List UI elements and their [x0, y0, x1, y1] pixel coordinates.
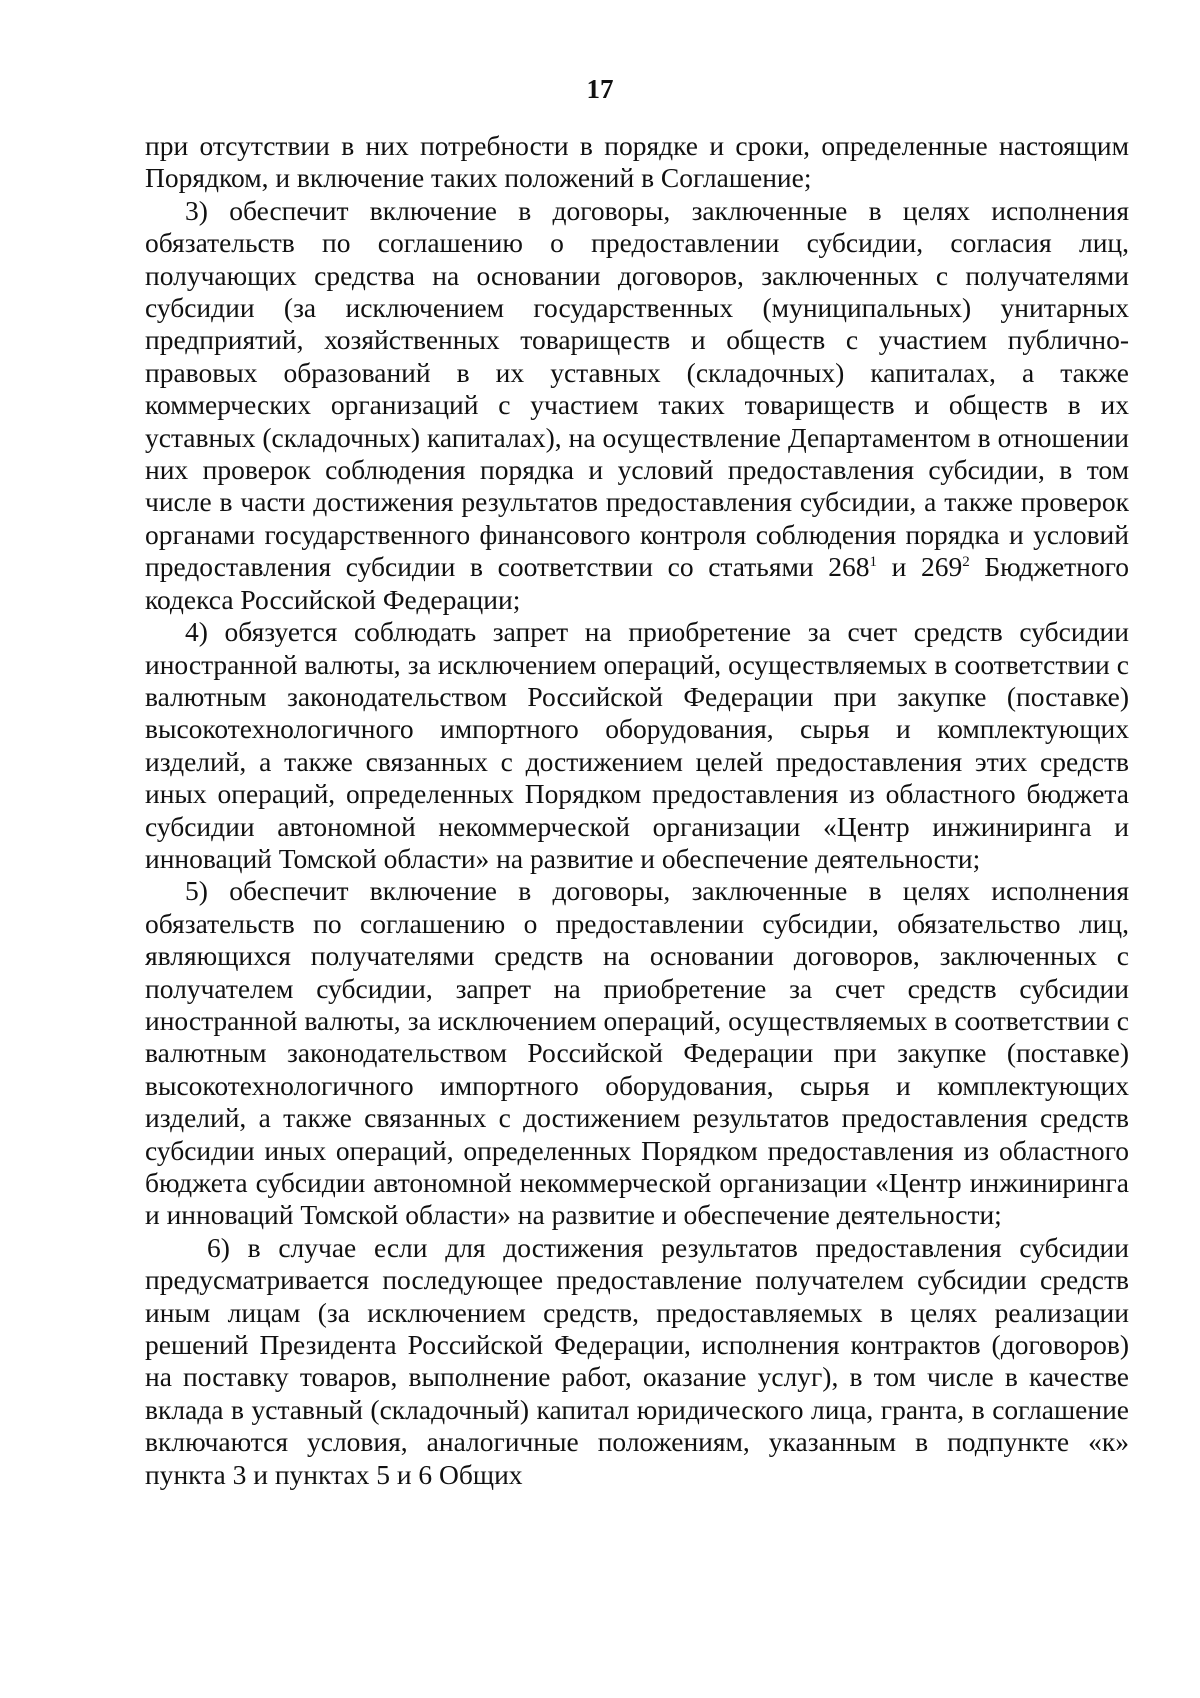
paragraph-continuation: при отсутствии в них потребности в порядке и сроки, определенные настоящим Порядком, и включение таких положений в Соглашение;	[145, 130, 1129, 194]
page-number: 17	[586, 74, 614, 104]
paragraph-item-6: 6) в случае если для достижения результатов предоставления субсидии предусматривается последующее предоставление получателем субсидии средств иным лицам (за исключением средств, предоставляемых в целях реализации решений Президента Российской Федерации, исполнения контрактов (договоров) на поставку товаров, выполнение работ, оказание услуг), в том числе в качестве вклада в уставный (складочный) капитал юридического лица, гранта, в соглашение включаются условия, аналогичные положениям, указанным в подпункте «к» пункта 3 и пунктах 5 и 6 Общих	[145, 1231, 1129, 1490]
document-body	[145, 130, 1129, 1491]
article-269-superscript: 2	[962, 554, 970, 571]
paragraph-item-3-text: 3) обеспечит включение в договоры, заключенные в целях исполнения обязательств по соглашению о предоставлении субсидии, согласия лиц, получающих средства на основании договоров, заключенных с получателями субсидии (за исключением государственных (муниципальных) унитарных предприятий, хозяйственных товариществ и обществ с участием публично-правовых образований в их уставных (складочных) капиталах, а также коммерческих организаций с участием таких товариществ и обществ в их уставных (складочных) капиталах), на осуществление Департаментом в отношении них проверок соблюдения порядка и условий предоставления субсидии, в том числе в части достижения результатов предоставления субсидии, а также проверок органами государственного финансового контроля соблюдения порядка и условий предоставления субсидии в соответствии со статьями	[145, 194, 1129, 583]
article-269: 269	[921, 551, 963, 583]
paragraph-item-4: 4) обязуется соблюдать запрет на приобретение за счет средств субсидии иностранной валюты, за исключением операций, осуществляемых в соответствии с валютным законодательством Российской Федерации при закупке (поставке) высокотехнологичного импортного оборудования, сырья и комплектующих изделий, а также связанных с достижением целей предоставления этих средств иных операций, определенных Порядком предоставления из областного бюджета субсидии автономной некоммерческой организации «Центр инжиниринга и инноваций Томской области» на развитие и обеспечение деятельности;	[145, 616, 1129, 874]
article-268: 268	[828, 551, 870, 583]
paragraph-item-3	[145, 195, 1129, 616]
article-268-superscript: 1	[869, 554, 877, 571]
conjunction: и	[877, 551, 921, 583]
paragraph-item-5: 5) обеспечит включение в договоры, заключенные в целях исполнения обязательств по соглашению о предоставлении субсидии, обязательство лиц, являющихся получателями средств на основании договоров, заключенных с получателем субсидии, запрет на приобретение за счет средств субсидии иностранной валюты, за исключением операций, осуществляемых в соответствии с валютным законодательством Российской Федерации при закупке (поставке) высокотехнологичного импортного оборудования, сырья и комплектующих изделий, а также связанных с достижением результатов предоставления средств субсидии иных операций, определенных Порядком предоставления из областного бюджета субсидии автономной некоммерческой организации «Центр инжиниринга и инноваций Томской области» на развитие и обеспечение деятельности;	[145, 875, 1129, 1231]
paragraph-item-3-tail: Бюджетного кодекса Российской Федерации;	[145, 551, 1129, 615]
